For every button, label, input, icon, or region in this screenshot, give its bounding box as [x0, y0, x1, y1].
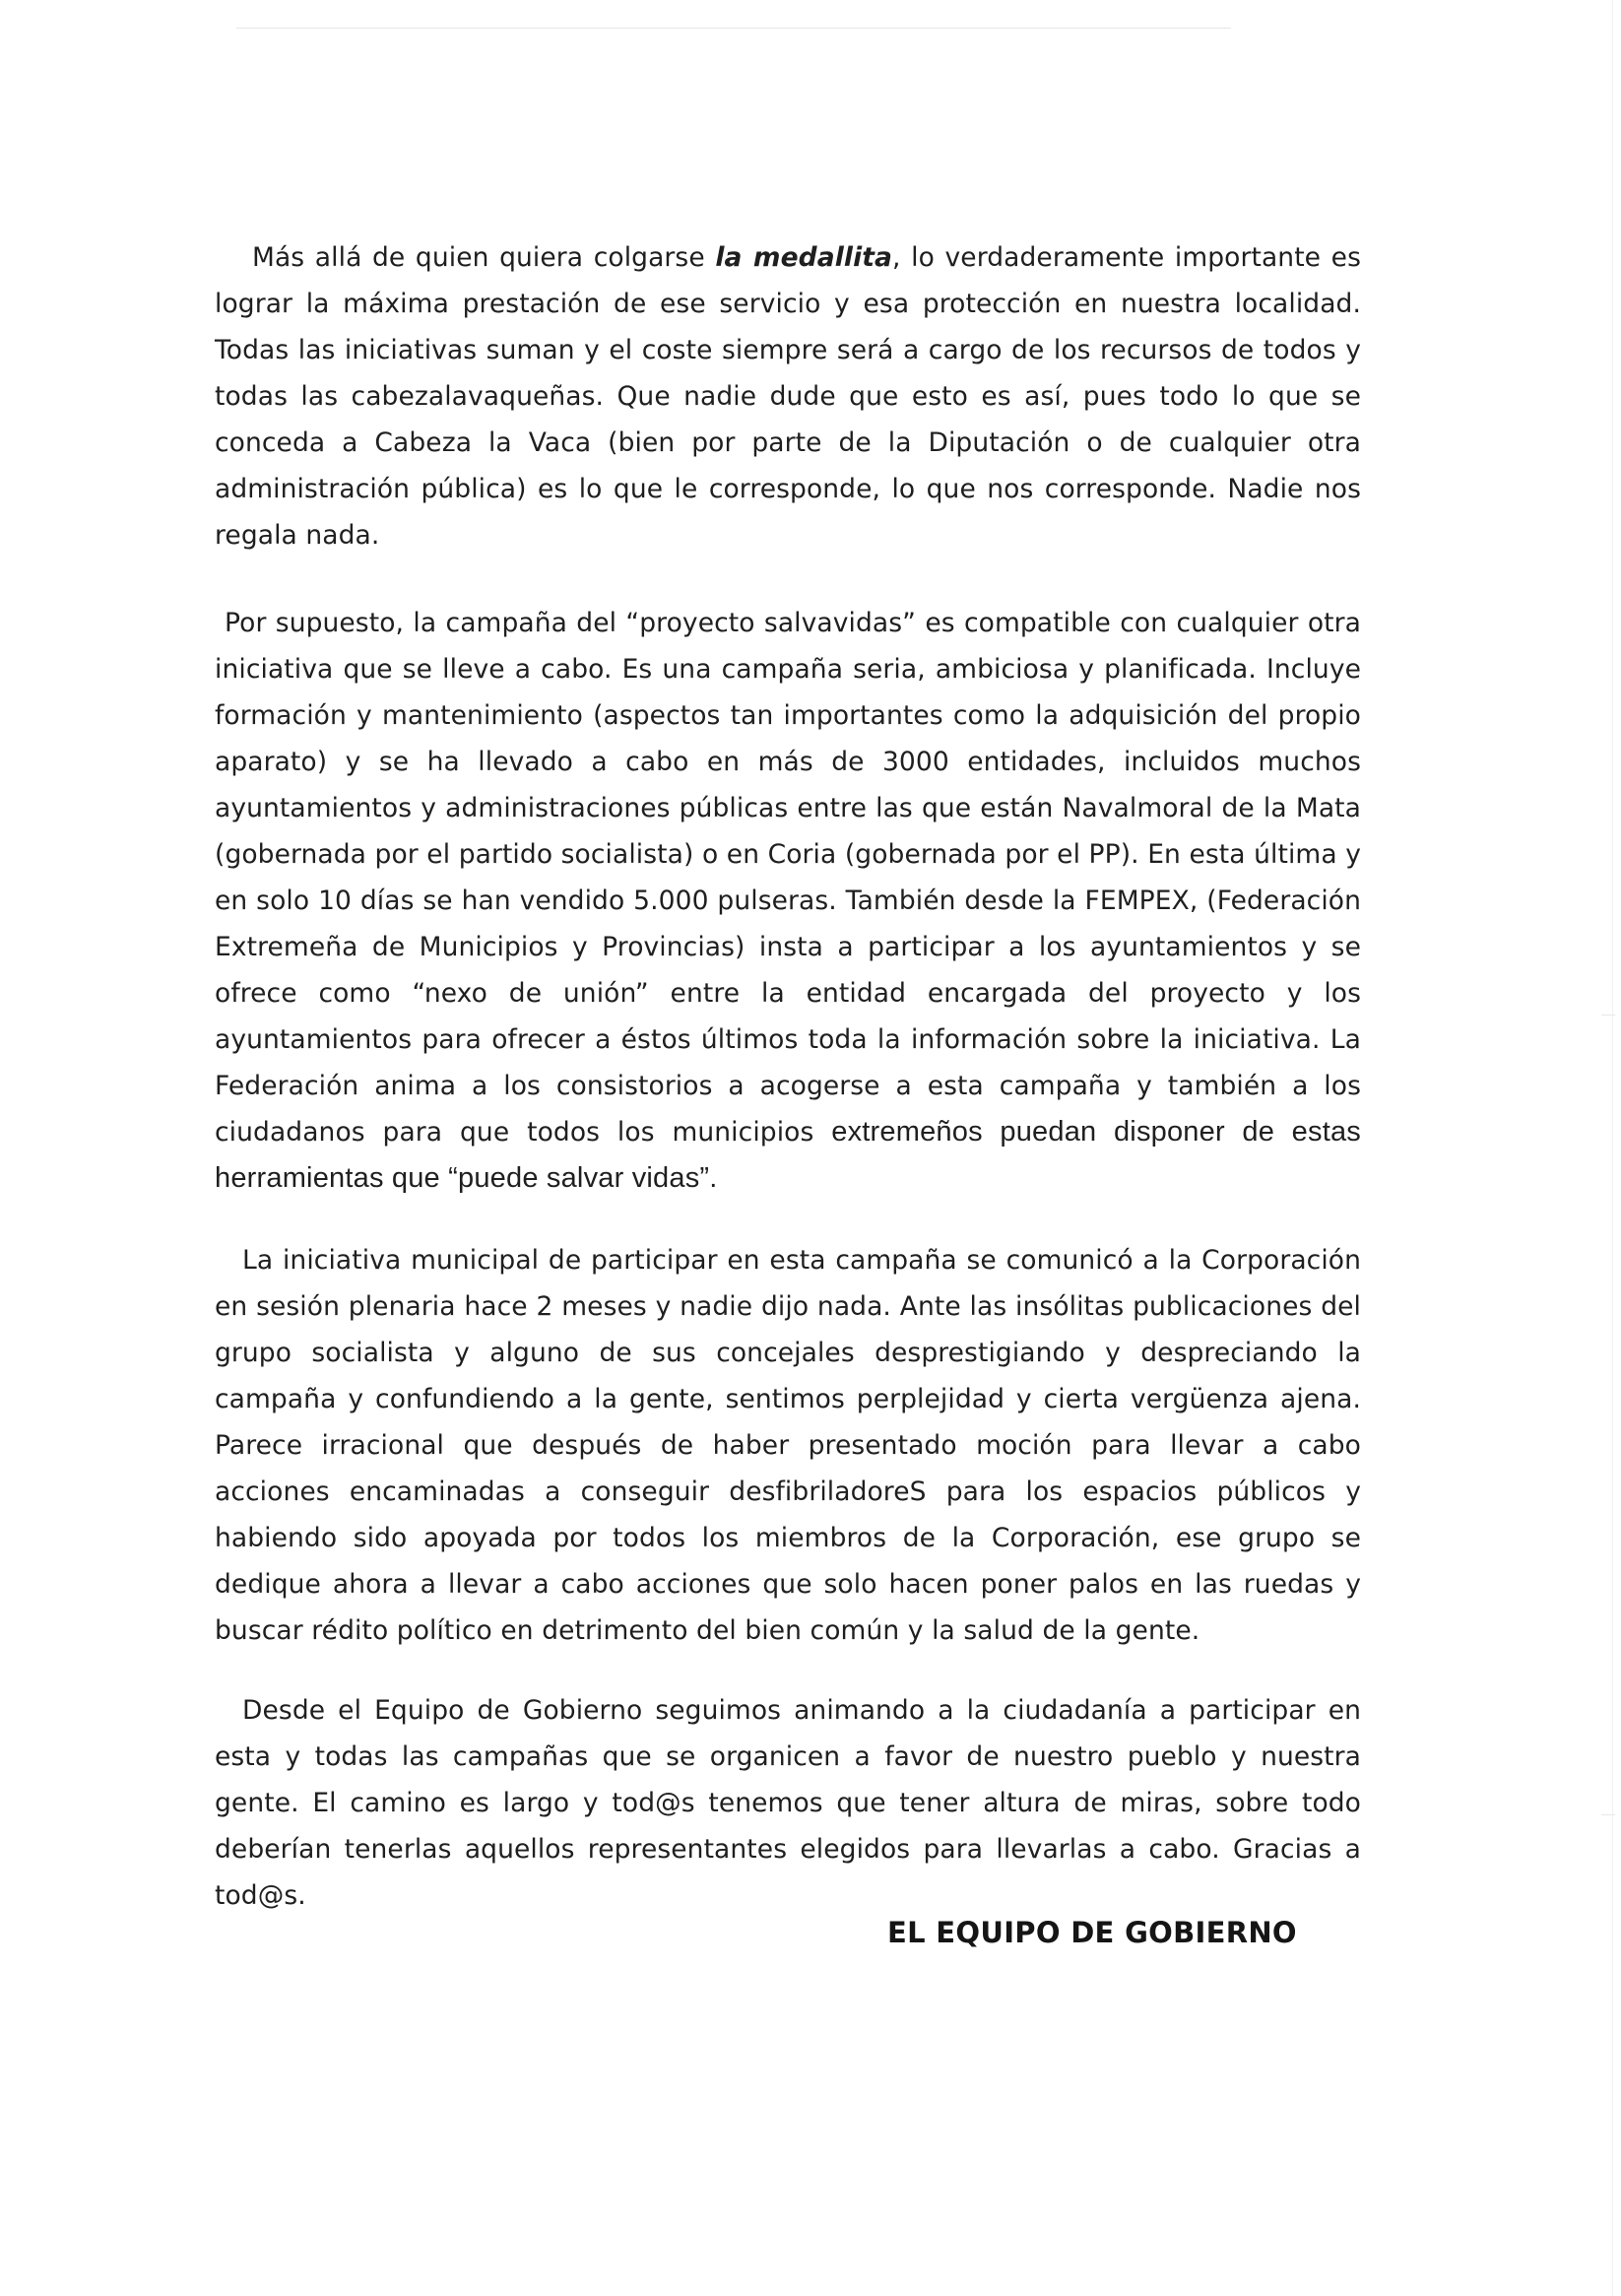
scan-artifact-edge [1612, 0, 1613, 2296]
paragraph-1-end: , lo verdaderamente importante es lograr la máxima prestación de ese servicio y esa protección en nuestra localidad. Todas las iniciativas suman y el coste siempre será a cargo de los recursos de todos y todas las cabezalavaqueñas. Que nadie dude que esto es así, pues todo lo que se conceda a Cabeza la Vaca (bien por parte de la Diputación o de cualquier otra administración pública) es lo que le corresponde, lo que nos corresponde. Nadie nos regala nada. [215, 242, 1361, 551]
paragraph-2-tail: extremeños puedan disponer de estas herramientas que “puede salvar vidas”. [215, 1116, 1361, 1194]
document-body [215, 234, 1361, 1919]
paragraph-1 [215, 234, 1361, 558]
paragraph-1-start: Más allá de quien quiera colgarse [252, 242, 716, 273]
paragraph-1-emphasis: la medallita [715, 242, 893, 273]
paragraph-3: La iniciativa municipal de participar en esta campaña se comunicó a la Corporación en sesión plenaria hace 2 meses y nadie dijo nada. Ante las insólitas publicaciones del grupo socialista y alguno de sus concejales desprestigiando y despreciando la campaña y confundiendo a la gente, sentimos perplejidad y cierta vergüenza ajena. Parece irracional que después de haber presentado moción para llevar a cabo acciones encaminadas a conseguir desfibriladoreS para los espacios públicos y habiendo sido apoyada por todos los miembros de la Corporación, ese grupo se dedique ahora a llevar a cabo acciones que solo hacen poner palos en las ruedas y buscar rédito político en detrimento del bien común y la salud de la gente. [215, 1245, 1361, 1646]
scan-artifact-line [236, 28, 1231, 29]
paragraph-4: Desde el Equipo de Gobierno seguimos animando a la ciudadanía a participar en esta y todas las campañas que se organicen a favor de nuestro pueblo y nuestra gente. El camino es largo y tod@s tenemos que tener altura de miras, sobre todo deberían tenerlas aquellos representantes elegidos para llevarlas a cabo. Gracias a tod@s. [215, 1695, 1361, 1911]
signature: EL EQUIPO DE GOBIERNO [887, 1916, 1297, 1949]
scan-artifact-tick [1601, 1814, 1615, 1815]
paragraph-2-main: Por supuesto, la campaña del “proyecto salvavidas” es compatible con cualquier otra iniciativa que se lleve a cabo. Es una campaña seria, ambiciosa y planificada. Incluye formación y mantenimiento (aspectos tan importantes como la adquisición del propio aparato) y se ha llevado a cabo en más de 3000 entidades, incluidos muchos ayuntamientos y administraciones públicas entre las que están Navalmoral de la Mata (gobernada por el partido socialista) o en Coria (gobernada por el PP). En esta última y en solo 10 días se han vendido 5.000 pulseras. También desde la FEMPEX, (Federación Extremeña de Municipios y Provincias) insta a participar a los ayuntamientos y se ofrece como “nexo de unión” entre la entidad encargada del proyecto y los ayuntamientos para ofrecer a éstos últimos toda la información sobre la iniciativa. La Federación anima a los consistorios a acogerse a esta campaña y también a los ciudadanos para que todos los municipios [215, 608, 1361, 1148]
paragraph-2 [215, 600, 1361, 1202]
scan-artifact-tick [1601, 1015, 1615, 1016]
